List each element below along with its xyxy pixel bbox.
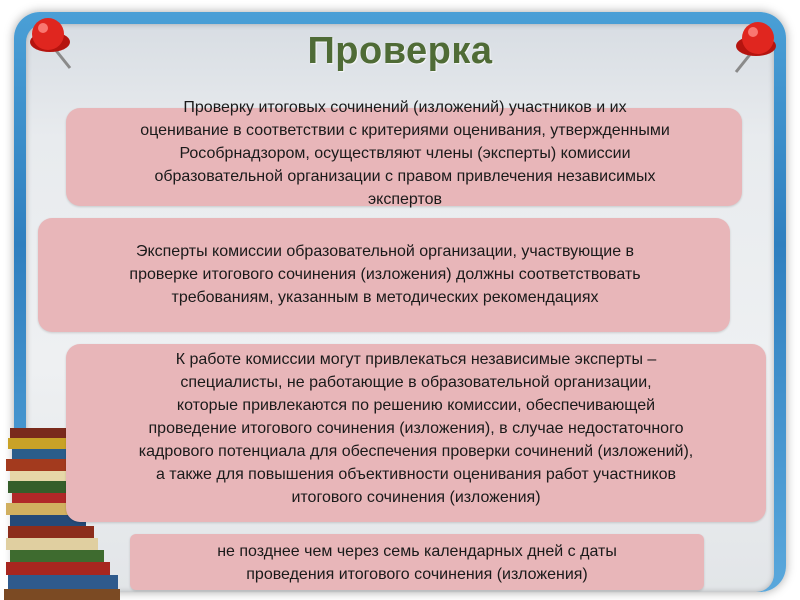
text-line: Проверку итоговых сочинений (изложений) участников и их: [183, 99, 627, 116]
text-line: проведения итогового сочинения (изложения): [246, 566, 588, 583]
text-line: а также для повышения объективности оценивания работ участников: [155, 466, 677, 483]
text-line: проверке итогового сочинения (изложения) должны соответствовать: [129, 266, 641, 283]
text-line: которые привлекаются по решению комиссии, обеспечивающей: [176, 397, 656, 414]
slide-title: Проверка: [307, 30, 493, 72]
text-line: К работе комиссии могут привлекаться независимые эксперты –: [175, 351, 657, 368]
text-line: кадрового потенциала для обеспечения проверки сочинений (изложений),: [138, 443, 694, 460]
text-line: образовательной организации с правом привлечения независимых: [154, 168, 656, 185]
text-line: специалисты, не работающие в образовательной организации,: [180, 374, 652, 391]
info-box-3-text: [46, 348, 786, 509]
text-line: Рособрнадзором, осуществляют члены (эксперты) комиссии: [179, 145, 631, 162]
text-line: не позднее чем через семь календарных дней с даты: [217, 543, 617, 560]
text-line: итогового сочинения (изложения): [291, 489, 541, 506]
text-line: проведение итогового сочинения (изложения), в случае недостаточного: [148, 420, 684, 437]
info-box-2-text: [30, 240, 740, 309]
text-line: требованиям, указанным в методических рекомендациях: [171, 289, 599, 306]
text-line: оценивание в соответствии с критериями оценивания, утвержденными: [140, 122, 670, 139]
text-line: экспертов: [368, 191, 442, 208]
text-line: Эксперты комиссии образовательной организации, участвующие в: [135, 243, 635, 260]
info-box-1-text: [40, 96, 770, 211]
info-box-4-text: [130, 540, 704, 586]
